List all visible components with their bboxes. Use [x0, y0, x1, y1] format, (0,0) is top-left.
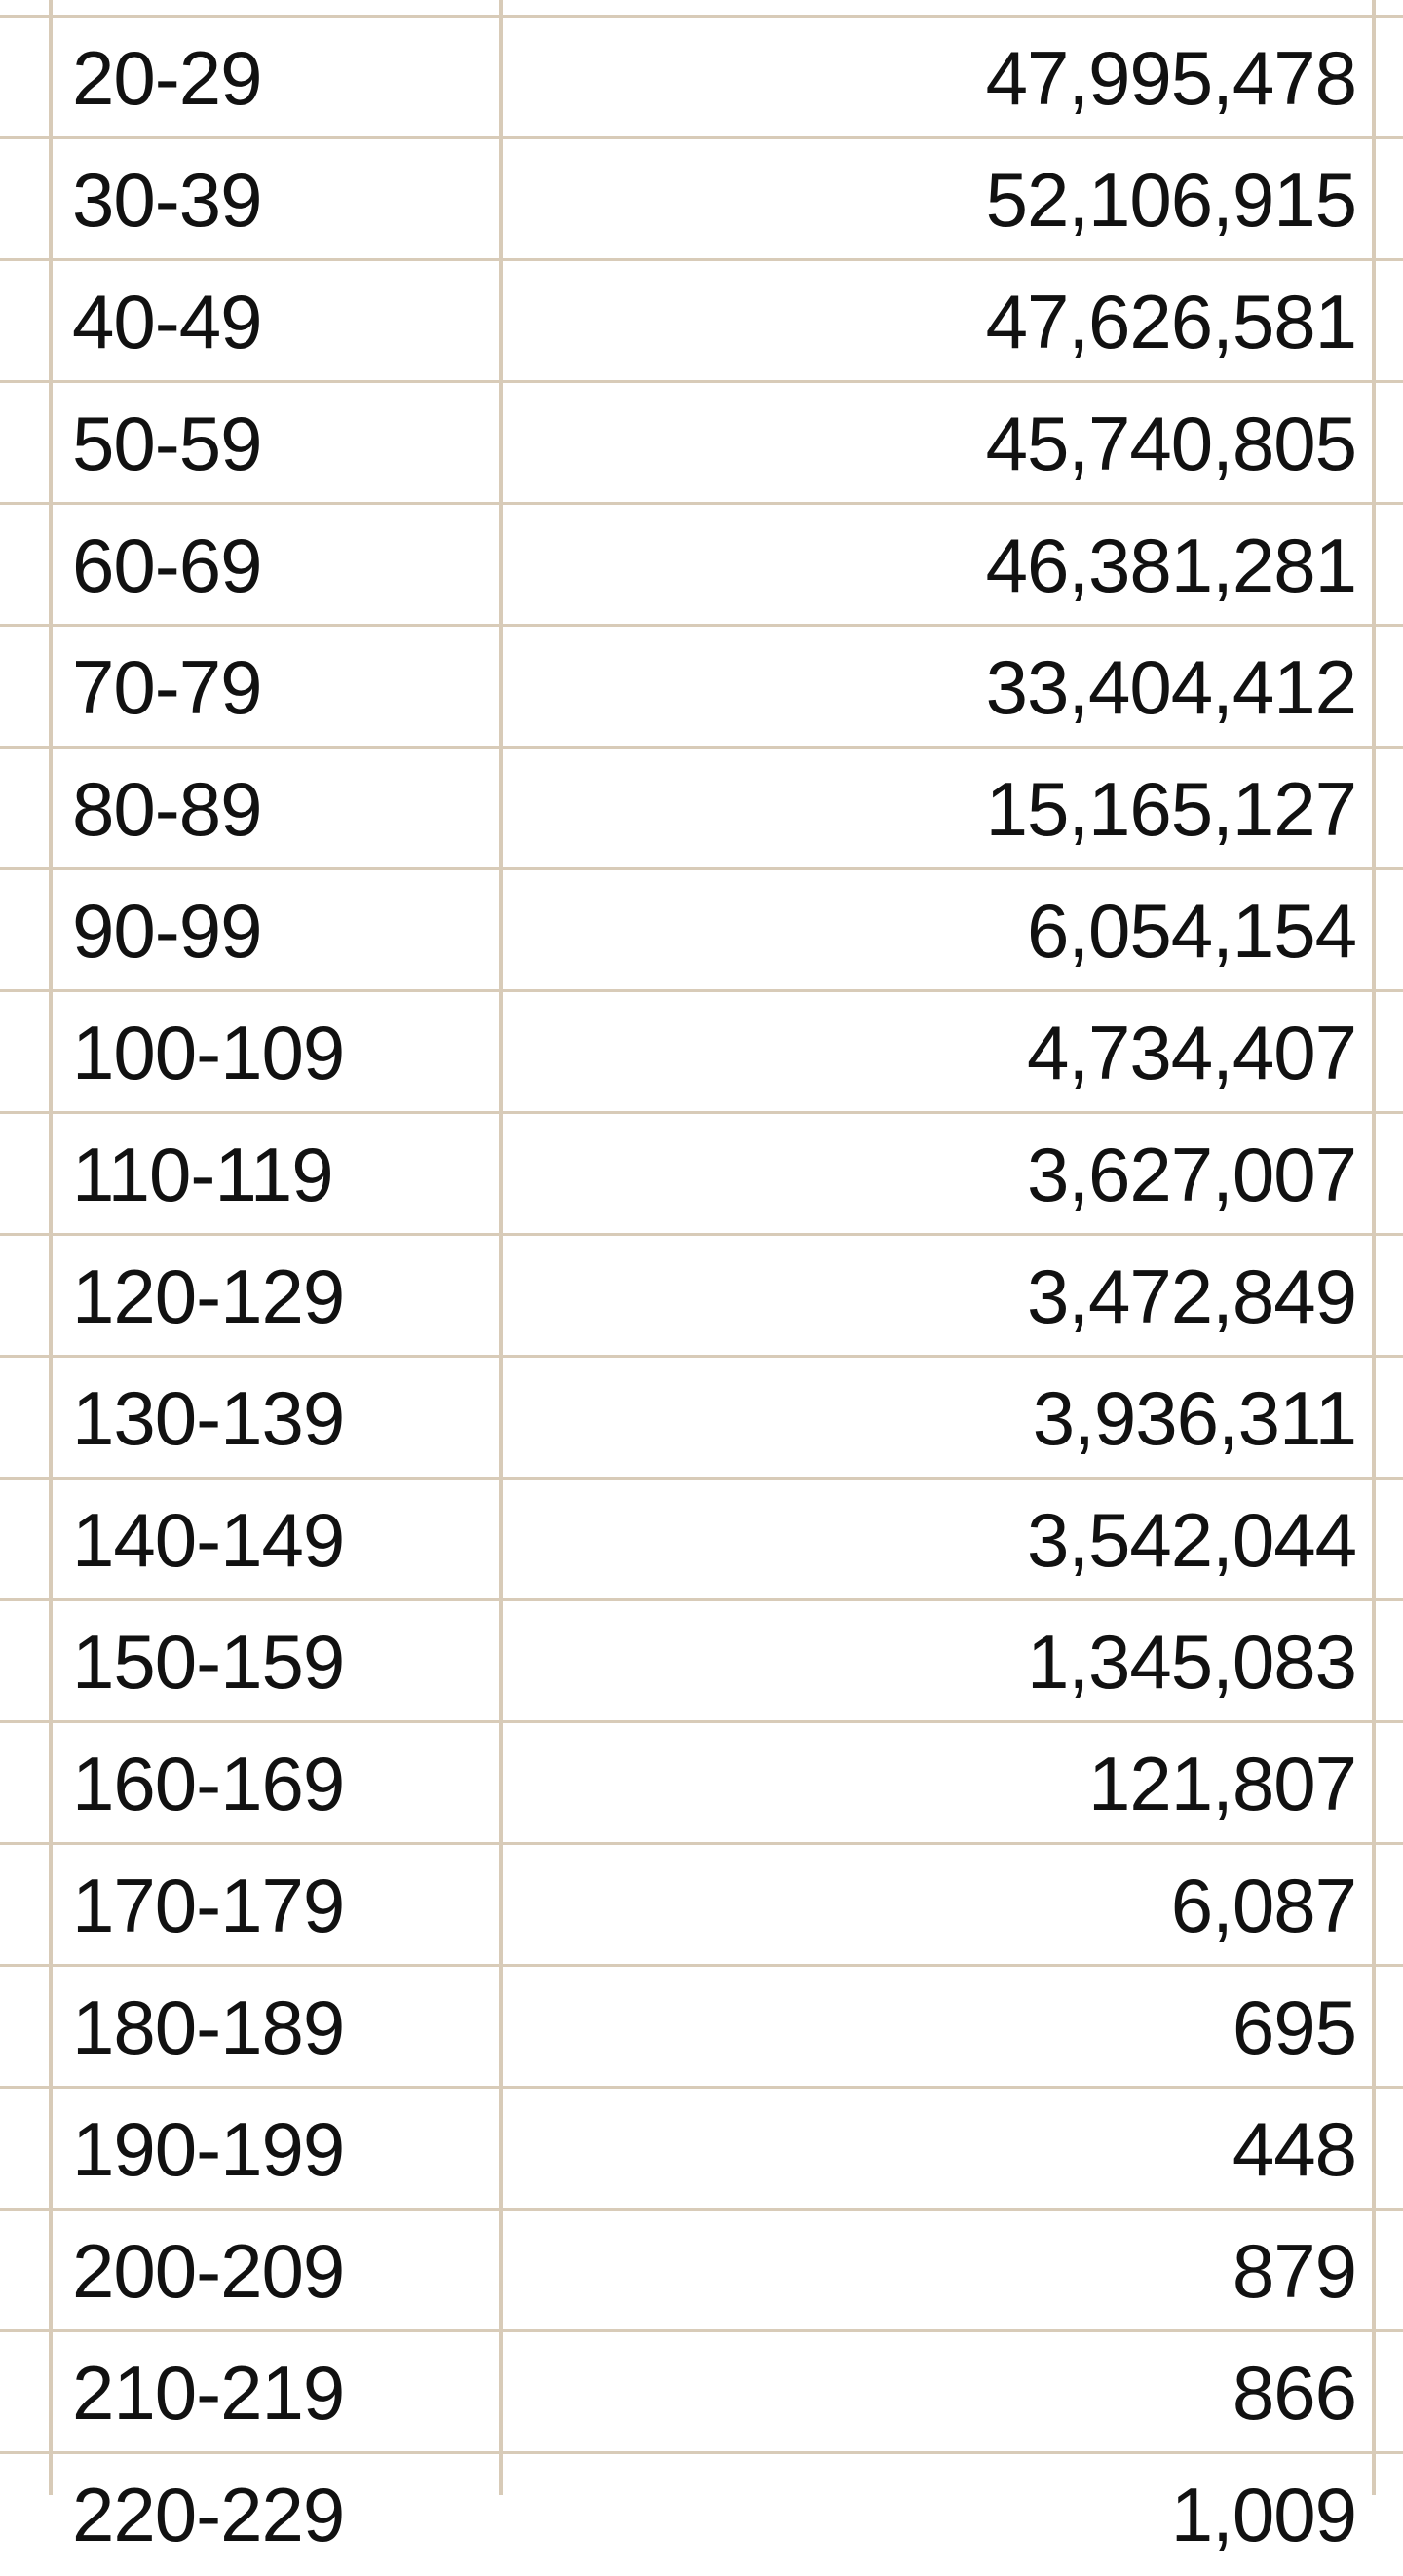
- range-cell[interactable]: 100-109: [72, 1010, 345, 1096]
- count-cell[interactable]: 33,404,412: [985, 644, 1356, 730]
- range-cell[interactable]: 180-189: [72, 1984, 345, 2070]
- table-row[interactable]: [0, 261, 1403, 383]
- count-cell[interactable]: 4,734,407: [1026, 1010, 1356, 1096]
- count-cell[interactable]: 3,472,849: [1026, 1253, 1356, 1339]
- count-cell[interactable]: 3,542,044: [1026, 1497, 1356, 1583]
- count-cell[interactable]: 3,936,311: [1032, 1375, 1356, 1461]
- range-cell[interactable]: 160-169: [72, 1741, 345, 1826]
- table-row[interactable]: [0, 139, 1403, 261]
- table-row[interactable]: [0, 505, 1403, 627]
- count-cell[interactable]: 15,165,127: [985, 766, 1356, 852]
- table-row[interactable]: [0, 1480, 1403, 1601]
- range-cell[interactable]: 140-149: [72, 1497, 345, 1583]
- count-cell[interactable]: 879: [1232, 2228, 1356, 2314]
- count-cell[interactable]: 3,627,007: [1026, 1132, 1356, 1217]
- count-cell[interactable]: 695: [1232, 1984, 1356, 2070]
- count-cell[interactable]: 47,995,478: [985, 35, 1356, 121]
- count-cell[interactable]: 52,106,915: [985, 157, 1356, 243]
- table-row[interactable]: [0, 383, 1403, 505]
- range-cell[interactable]: 40-49: [72, 279, 262, 365]
- count-cell[interactable]: 6,054,154: [1026, 888, 1356, 974]
- table-row[interactable]: [0, 749, 1403, 870]
- table-row[interactable]: [0, 627, 1403, 749]
- range-cell[interactable]: 210-219: [72, 2350, 345, 2436]
- range-cell[interactable]: 20-29: [72, 35, 262, 121]
- range-cell[interactable]: 190-199: [72, 2106, 345, 2192]
- count-cell[interactable]: 47,626,581: [985, 279, 1356, 365]
- range-cell[interactable]: 70-79: [72, 644, 262, 730]
- table-row[interactable]: [0, 1236, 1403, 1358]
- range-cell[interactable]: 200-209: [72, 2228, 345, 2314]
- range-cell[interactable]: 50-59: [72, 401, 262, 486]
- count-cell[interactable]: 866: [1232, 2350, 1356, 2436]
- count-cell[interactable]: 1,345,083: [1026, 1619, 1356, 1705]
- range-cell[interactable]: 150-159: [72, 1619, 345, 1705]
- range-cell[interactable]: 90-99: [72, 888, 262, 974]
- table-row[interactable]: [0, 992, 1403, 1114]
- table-row[interactable]: [0, 1845, 1403, 1967]
- table-row[interactable]: [0, 1967, 1403, 2089]
- count-cell[interactable]: 6,087: [1170, 1863, 1356, 1948]
- range-cell[interactable]: 30-39: [72, 157, 262, 243]
- table-row[interactable]: [0, 1601, 1403, 1723]
- table-row[interactable]: [0, 1358, 1403, 1480]
- table-row[interactable]: [0, 18, 1403, 139]
- table-row[interactable]: [0, 1114, 1403, 1236]
- table-row[interactable]: [0, 870, 1403, 992]
- count-cell[interactable]: 121,807: [1088, 1741, 1356, 1826]
- table-row[interactable]: [0, 2211, 1403, 2332]
- table-row[interactable]: [0, 2454, 1403, 2576]
- range-cell[interactable]: 220-229: [72, 2472, 345, 2557]
- count-cell[interactable]: 46,381,281: [985, 522, 1356, 608]
- table-row[interactable]: [0, 2089, 1403, 2211]
- range-cell[interactable]: 110-119: [72, 1132, 333, 1217]
- range-cell[interactable]: 170-179: [72, 1863, 345, 1948]
- count-cell[interactable]: 1,009: [1170, 2472, 1356, 2557]
- range-cell[interactable]: 80-89: [72, 766, 262, 852]
- count-cell[interactable]: 45,740,805: [985, 401, 1356, 486]
- table-row[interactable]: [0, 1723, 1403, 1845]
- range-cell[interactable]: 60-69: [72, 522, 262, 608]
- range-cell[interactable]: 120-129: [72, 1253, 345, 1339]
- table-row[interactable]: [0, 2332, 1403, 2454]
- range-cell[interactable]: 130-139: [72, 1375, 345, 1461]
- count-cell[interactable]: 448: [1232, 2106, 1356, 2192]
